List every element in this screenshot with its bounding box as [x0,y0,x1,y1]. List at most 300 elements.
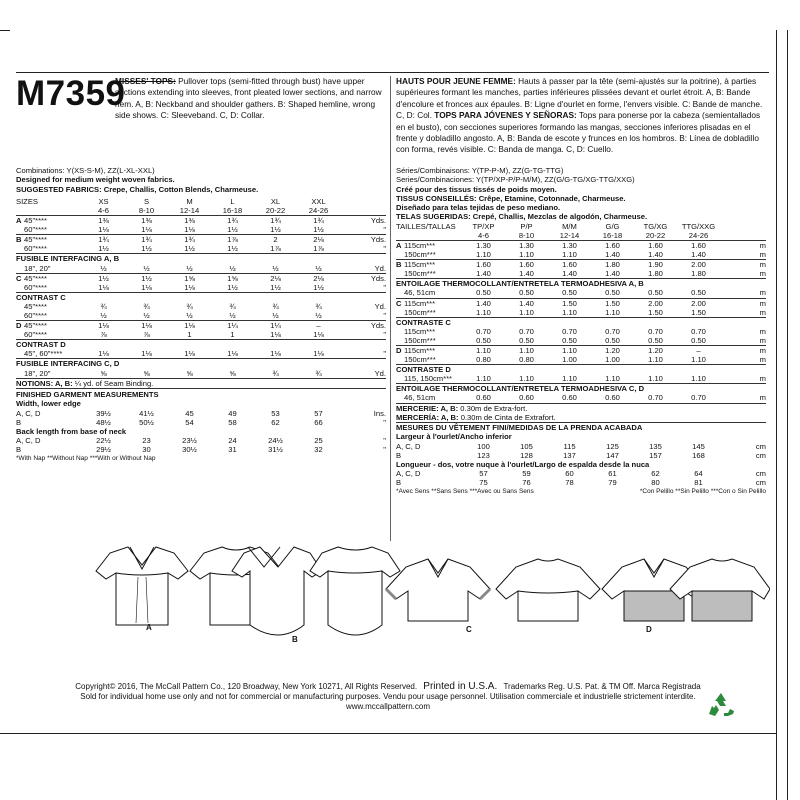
view-letters: B [396,478,402,488]
yardage-value: 1⅛ [184,225,195,235]
yardage-value: 0.70 [476,326,491,336]
description-title-fr: HAUTS POUR JEUNE FEMME: [396,76,516,86]
yardage-value: 1.40 [476,269,491,279]
fabric-width: 150cm*** [404,250,436,260]
yardage-value: – [677,346,720,356]
notions-text: ¼ yd. of Seam Binding. [72,378,154,388]
yardage-value: 1.80 [591,260,634,270]
measurement-value: 80 [651,478,660,488]
view-label-d: D [646,625,652,634]
size-name: P/P [520,221,533,231]
header-rule [16,72,769,73]
mesures-title: MESURES DU VÊTEMENT FINI/MEDIDAS DE LA PRENDA ACABADA [396,423,643,433]
yardage-value: 1⅛ [270,330,281,340]
measurement-value: 25 [314,436,323,446]
view-letter: B [16,235,24,245]
unit-spacer [720,231,766,241]
yardage-row [16,369,386,378]
fabric-width: 18", 20" [24,263,51,273]
yardage-value: 0.70 [605,326,620,336]
fabric-width: 115cm*** [404,260,462,270]
copyright: Copyright© 2016, The McCall Pattern Co., 120 Broadway, New York 10271, All Rights Reserved. [75,682,418,691]
yardage-value: 1.10 [605,374,620,384]
nap-note-es: *Con Pelillo **Sin Pelillo ***Con o Sin Pelillo [639,488,766,496]
yardage-value: ½ [272,311,279,321]
size-name: G/G [605,221,620,231]
measurement-value: 24½ [268,436,283,446]
measurement-value: 23 [142,436,151,446]
yardage-value: 2.00 [677,260,720,270]
section-header: CONTRAST C [16,292,386,302]
view-letter [16,244,24,254]
yardage-value: 0.70 [648,326,663,336]
yardage-value: ¾ [272,368,279,378]
yardage-value: 1.10 [476,374,491,384]
unit: Yd. [374,263,387,273]
disenado-para: Diseñado para telas tejidas de peso mediano. [396,203,561,213]
description-french-spanish [396,76,766,156]
section-header: CONTRASTE C [396,317,766,327]
yardage-value: 0.50 [562,335,577,345]
yardage-value: 0.50 [691,288,706,298]
view-letter: D [396,346,404,356]
section-header: FUSIBLE INTERFACING C, D [16,359,386,369]
section-header-row [16,254,386,264]
yardage-value: ½ [100,311,107,321]
yardage-value: 1⅛ [313,330,324,340]
yardage-value: ⅝ [229,368,236,378]
unit: m [759,355,766,365]
view-letter: C [16,273,24,283]
yardage-value: 0.50 [648,288,663,298]
spacer [16,206,24,216]
yardage-table [16,197,386,378]
measurement-value: 135 [649,441,662,451]
unit: " [383,445,386,455]
size-number: 4-6 [478,230,489,240]
measurement-value: 115 [563,441,576,451]
yardage-value: 1.60 [548,260,591,270]
section-header-row [396,384,766,394]
fabric-width: 60"**** [24,244,47,254]
unit: m [759,269,766,279]
fabric-width: 45"**** [24,301,47,311]
measurement-value: 105 [520,441,533,451]
section-header-row [16,359,386,369]
cree-pour: Créé pour des tissus tissés de poids moyen. [396,184,557,194]
view-letter [16,330,24,340]
yardage-row [396,250,766,260]
yardage-value: 1¾ [254,216,297,226]
measurement-value: 53 [271,408,280,418]
unit: Ins. [373,408,386,418]
measurement-value: 32 [314,445,323,455]
yardage-value: 1.10 [562,307,577,317]
fabric-width: 60"**** [24,330,47,340]
garment-sketches [90,545,770,645]
unit: m [759,250,766,260]
measurement-row [16,409,386,418]
mercerie-text: 0.30m de Extra-fort. [458,403,528,413]
description-text-fr: Hauts à passer par la tête (semi-ajustés sur la poitrine), à parties supérieures formant les manches, parties inférieures plissées devant et ourlet étroit. A, B: Bande d'encolure et fronces aux épaules. B: Ligne d'ourlet en forme, l'envers visible. C: Bande de manche. C, D: Col. [396,76,763,121]
mercerie-label: MERCERIE: A, B: [396,403,459,413]
view-letter [396,269,404,279]
view-label-a: A [146,623,152,632]
view-letter [16,369,24,378]
size-name: M/M [562,221,577,231]
yardage-row [396,393,766,402]
view-letter [396,250,404,260]
view-label-c: C [466,625,472,634]
technical-drawings [90,545,770,645]
series-es: Series/Combinaciones: Y(TP/XP-P/P-M/M), ZZ(G/G-TG/XG-TTG/XXG) [396,175,635,185]
size-number: 20-22 [645,230,666,240]
largeur-label: Largeur à l'ourlet/Ancho inferior [396,432,512,442]
yardage-value: 1½ [141,244,152,254]
yardage-value: ½ [143,311,150,321]
yardage-value: ¾ [272,301,279,311]
yardage-value: ⅞ [143,330,150,340]
yardage-value: ½ [315,311,322,321]
unit: cm [755,441,766,451]
view-letter: B [396,260,404,270]
yardage-value: 1.10 [691,355,706,365]
size-name: XL [270,196,281,206]
yardage-value: 1⅛ [141,225,152,235]
yardage-value: 1.60 [591,240,634,250]
section-header-row [396,317,766,327]
longueur-table [396,469,766,487]
yardage-value: 1.10 [605,307,620,317]
description-title: MISSES' TOPS: [115,76,176,86]
view-letter [396,327,404,336]
unit: m [759,374,766,384]
yardage-row [16,264,386,274]
size-name: XS [98,196,109,206]
measurement-row [396,442,766,451]
yardage-row [16,349,386,359]
yardage-value: 1½ [270,282,281,292]
unit: m [720,240,766,250]
view-letter [16,264,24,274]
measurement-value: 137 [563,450,576,460]
yardage-value: 1.10 [519,374,534,384]
view-letter: C [396,298,404,308]
yardage-value: 1.10 [548,346,591,356]
yardage-value: 1.40 [605,269,620,279]
longueur-label: Longueur - dos, votre nuque à l'ourlet/Largo de espalda desde la nuca [396,459,650,469]
yardage-row [396,374,766,384]
unit-spacer [340,206,386,216]
mercerie [396,404,766,413]
back-length-table [16,436,386,454]
measurement-value: 31 [228,445,237,455]
unit: Yds. [340,321,386,331]
merceria-label: MERCERÍA: A, B: [396,412,459,422]
view-letter: A [396,240,404,250]
yardage-chart-french-spanish [396,166,766,497]
unit: " [383,417,386,427]
unit: cm [755,450,766,460]
yardage-value: 0.70 [648,393,663,403]
yardage-value: 1½ [227,225,238,235]
measurement-value: 60 [565,469,574,479]
yardage-row [396,288,766,298]
yardage-value: 0.50 [519,288,534,298]
merceria [396,413,766,422]
measurement-value: 78 [565,478,574,488]
measurement-value: 79 [608,478,617,488]
yardage-value: 1⅛ [141,282,152,292]
yardage-value: ¾ [315,368,322,378]
yardage-value: 0.50 [605,335,620,345]
yardage-chart-english [16,166,386,464]
view-letters: A, C, D [16,408,41,418]
size-number: 8-10 [518,230,535,240]
yardage-value: 1⅛ [98,282,109,292]
measurement-value: 66 [314,417,323,427]
fabric-width: 45", 60"**** [24,349,63,359]
view-letter [16,225,24,235]
size-name: TTG/XXG [681,221,716,231]
sizes-label: TAILLES/TALLAS [396,221,456,231]
yardage-value: 2 [254,235,297,245]
yardage-value: 1⅞ [313,244,324,254]
yardage-value: 1⅝ [168,273,211,283]
yardage-value: 1.10 [562,374,577,384]
view-letter [16,311,24,321]
yardage-value: 1.40 [648,250,663,260]
yardage-value: 1⅛ [125,321,168,331]
yardage-value: 1.10 [648,355,663,365]
crop-mark [0,30,10,31]
yardage-value: 1.60 [634,240,677,250]
yardage-value: 1 [230,330,235,340]
fabric-width: 18", 20" [24,368,51,378]
section-header-row [16,292,386,302]
yardage-value: ½ [315,263,322,273]
yardage-value: 1½ [184,244,195,254]
yardage-value: 1¼ [211,321,254,331]
yardage-row [16,302,386,311]
yardage-value: 1⅞ [270,244,281,254]
view-letter [16,302,24,311]
size-name: L [230,196,235,206]
fabric-width: 150cm*** [404,307,436,317]
yardage-value: 2.00 [677,298,720,308]
unit: " [383,225,387,235]
unit: Yds. [340,216,386,226]
unit: m [720,260,766,270]
metrage-table [396,222,766,403]
fabric-width: 46, 51cm [404,288,436,298]
yardage-value: 1.60 [505,260,548,270]
size-number: 4-6 [98,205,109,215]
yardage-row [396,355,766,365]
yardage-value: 1.20 [634,346,677,356]
view-letter [16,349,24,359]
yardage-value: 1.40 [605,250,620,260]
unit-spacer [340,197,386,206]
measurement-value: 58 [228,417,237,427]
yardage-value: 1.40 [505,298,548,308]
trademarks: Trademarks Reg. U.S. Pat. & TM Off. Marca Registrada [503,682,701,691]
finished-measurements-title: FINISHED GARMENT MEASUREMENTS [16,389,159,399]
size-header-row [16,197,386,206]
unit: Yd. [374,368,387,378]
unit: " [383,349,387,359]
size-number: 20-22 [265,205,286,215]
yardage-value: ½ [186,311,193,321]
measurement-row [16,436,386,445]
size-number-row [396,231,766,241]
spacer [24,206,82,216]
yardage-row [396,327,766,336]
description-english [115,76,387,122]
yardage-row [16,225,386,235]
yardage-value: ½ [229,311,236,321]
yardage-value: 1⅛ [227,349,238,359]
measurement-row [396,469,766,478]
view-letters: B [16,417,22,427]
size-number: 12-14 [179,205,200,215]
yardage-value: ⅝ [143,368,150,378]
yardage-value: ¾ [100,301,107,311]
yardage-value: 1.40 [691,250,706,260]
yardage-value: 1½ [227,244,238,254]
yardage-value: 1⅜ [125,216,168,226]
unit: m [720,346,766,356]
measurement-value: 76 [522,478,531,488]
yardage-value: 1 [187,330,192,340]
yardage-row [396,240,766,250]
yardage-value: 0.70 [691,326,706,336]
merceria-text: 0.30m de Cinta de Extrafort. [458,412,556,422]
measurement-value: 57 [479,469,488,479]
yardage-value: 1⅞ [211,235,254,245]
back-length-label: Back length from base of neck [16,426,127,436]
yardage-value: ¾ [315,301,322,311]
yardage-value: 1¾ [211,216,254,226]
frame-line-right [776,30,777,800]
yardage-value: 1.50 [691,307,706,317]
copyright-line [0,682,776,692]
nap-note-fr-es [396,487,766,496]
yardage-value: 1.10 [519,250,534,260]
size-number: 16-18 [222,205,243,215]
yardage-value: ½ [229,263,236,273]
yardage-value: 2⅛ [297,235,340,245]
series-fr: Séries/Combinaisons: Y(TP-P-M), ZZ(G-TG-TTG) [396,166,564,175]
website: www.mccallpattern.com [345,702,431,711]
size-number: 16-18 [602,230,623,240]
width-lower-edge-label: Width, lower edge [16,399,81,409]
view-letter [396,336,404,346]
yardage-value: 1.30 [548,240,591,250]
size-number: 24-26 [308,205,329,215]
yardage-value: 0.60 [562,393,577,403]
frame-line-bottom [0,733,776,734]
yardage-row [396,346,766,356]
view-a-front-sketch [96,547,188,625]
yardage-value: 1.10 [648,374,663,384]
yardage-value: 1.30 [505,240,548,250]
measurement-value: 168 [692,450,705,460]
measurement-value: 125 [606,441,619,451]
unit: cm [755,478,766,488]
unit: Yds. [340,273,386,283]
yardage-value: 2⅛ [254,273,297,283]
yardage-value: ½ [143,263,150,273]
yardage-value: 0.50 [691,335,706,345]
telas-sugeridas: TELAS SUGERIDAS: Crepé, Challis, Mezclas de algodón, Charmeuse. [396,212,648,222]
combinations: Combinations: Y(XS-S-M), ZZ(L-XL-XXL) [16,166,155,175]
measurement-value: 29½ [96,445,111,455]
measurement-value: 62 [271,417,280,427]
frame-line-right-outer [787,30,788,800]
measurement-value: 22½ [96,436,111,446]
yardage-value: 1.60 [462,260,505,270]
fabric-width: 60"**** [24,311,47,321]
yardage-value: 0.60 [605,393,620,403]
measurement-value: 24 [228,436,237,446]
measurement-value: 49 [228,408,237,418]
fabric-width: 115cm*** [404,240,462,250]
fabric-width: 115, 150cm*** [404,374,452,384]
measurement-value: 62 [651,469,660,479]
sizes-label: SIZES [16,196,38,206]
column-divider [390,76,391,541]
yardage-value: 1.40 [562,269,577,279]
size-number: 12-14 [559,230,580,240]
measurement-value: 50½ [139,417,154,427]
yardage-value: 1½ [98,244,109,254]
section-header: ENTOILAGE THERMOCOLLANT/ENTRETELA TERMOADHESIVA C, D [396,384,766,394]
yardage-value: ½ [272,263,279,273]
view-c-front-sketch [386,559,490,621]
fabric-width: 60"**** [24,282,47,292]
view-letters: A, C, D [16,436,41,446]
measurement-value: 75 [479,478,488,488]
fabric-width: 46, 51cm [404,393,436,403]
yardage-value: ¾ [186,301,193,311]
yardage-value: 1⅛ [98,225,109,235]
yardage-value: 1⅛ [270,349,281,359]
unit: " [383,244,387,254]
yardage-value: 1.50 [548,298,591,308]
yardage-value: 1.40 [462,298,505,308]
yardage-row [396,269,766,279]
yardage-row [16,216,386,226]
view-letters: B [396,450,402,460]
unit: " [383,311,387,321]
yardage-value: 1¾ [125,235,168,245]
unit: m [759,335,766,345]
section-header: FUSIBLE INTERFACING A, B [16,254,386,264]
yardage-value: 1⅛ [184,349,195,359]
yardage-row [16,244,386,254]
size-header-row [396,222,766,231]
yardage-value: 1.10 [462,346,505,356]
fabric-width: 150cm*** [404,355,436,365]
view-letter [396,374,404,384]
yardage-value: 1.40 [519,269,534,279]
yardage-value: 1⅜ [82,216,125,226]
measurement-row [16,445,386,454]
notions-label: NOTIONS: A, B: [16,378,73,388]
yardage-value: 1½ [313,225,324,235]
yardage-value: 1⅛ [184,282,195,292]
